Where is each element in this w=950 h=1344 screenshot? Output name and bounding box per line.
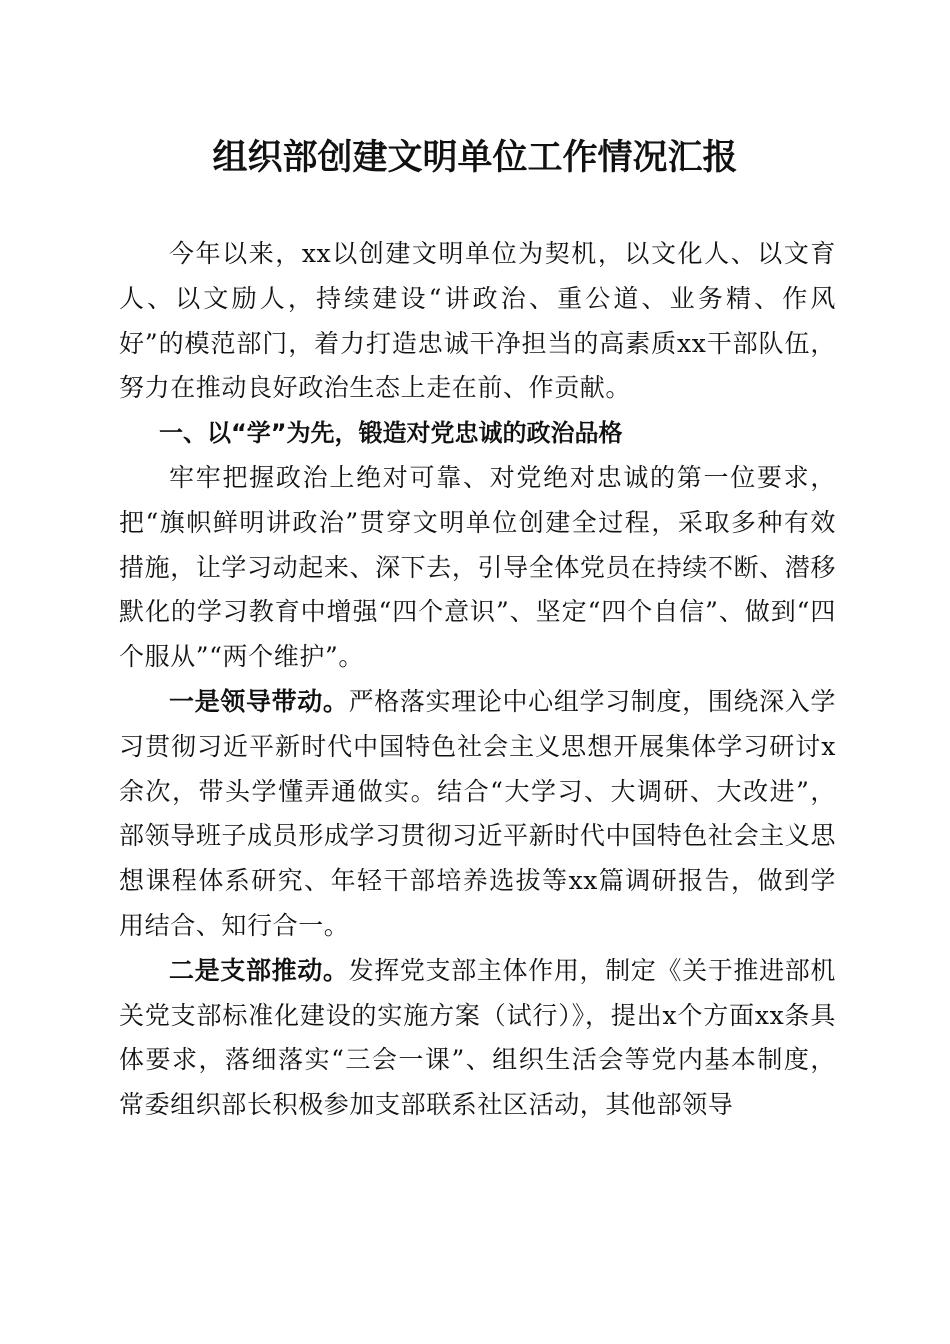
item-2-text: 发挥党支部主体作用，制定《关于推进部机关党支部标准化建设的实施方案（试行）》，提出x个方面xx条具体要求，落细落实“三会一课”、组织生活会等党内基本制度，常委组织部长积极参加支部联系社区活动，其他部领导 — [119, 955, 836, 1120]
document-body — [119, 232, 836, 1128]
intro-paragraph: 今年以来，xx以创建文明单位为契机，以文化人、以文育人、以文励人，持续建设“讲政治、重公道、业务精、作风好”的模范部门，着力打造忠诚干净担当的高素质xx干部队伍，努力在推动良好政治生态上走在前、作贡献。 — [119, 239, 836, 403]
document-title: 组织部创建文明单位工作情况汇报 — [212, 138, 738, 178]
item-2-paragraph — [119, 949, 836, 1128]
section-1-paragraph: 牢牢把握政治上绝对可靠、对党绝对忠诚的第一位要求，把“旗帜鲜明讲政治”贯穿文明单位创建全过程，采取多种有效措施，让学习动起来、深下去，引导全体党员在持续不断、潜移默化的学习教育中增强“四个意识”、坚定“四个自信”、做到“四个服从”“两个维护”。 — [119, 462, 836, 672]
item-1-text: 严格落实理论中心组学习制度，围绕深入学习贯彻习近平新时代中国特色社会主义思想开展集体学习研讨x余次，带头学懂弄通做实。结合“大学习、大调研、大改进”，部领导班子成员形成学习贯彻习近平新时代中国特色社会主义思想课程体系研究、年轻干部培养选拔等xx篇调研报告，做到学用结合、知行合一。 — [119, 686, 836, 940]
section-heading-1: 一、以“学”为先，锻造对党忠诚的政治品格 — [159, 419, 623, 448]
item-2-lead: 二是支部推动。 — [169, 955, 349, 985]
item-1-paragraph — [119, 680, 836, 949]
item-1-lead: 一是领导带动。 — [169, 686, 349, 716]
